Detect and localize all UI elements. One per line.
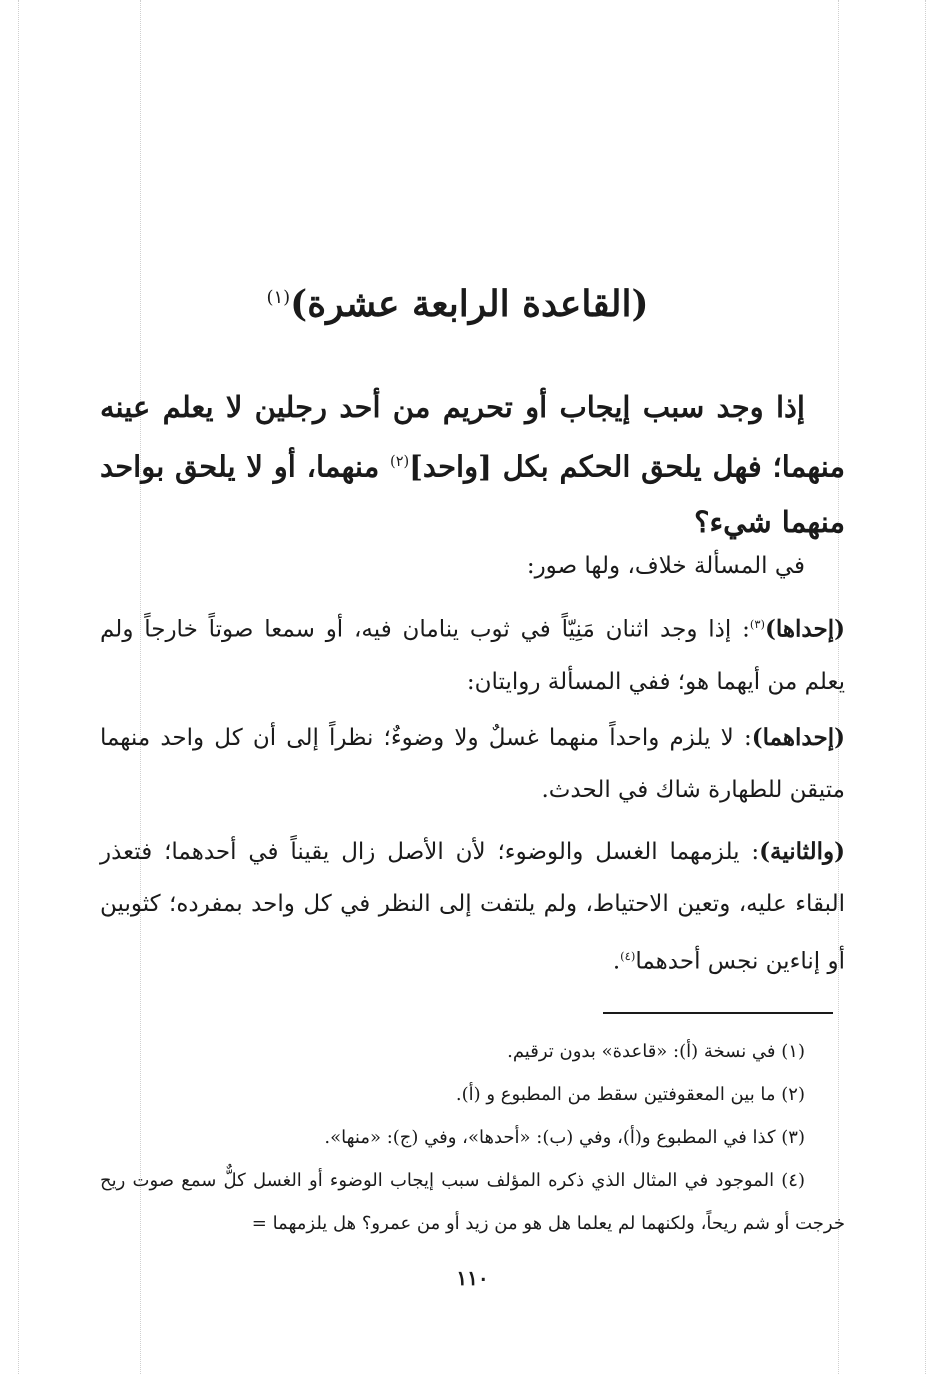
narration-term: (والثانية)	[759, 838, 845, 865]
narration-two-paragraph	[100, 826, 845, 988]
rule-statement	[100, 380, 845, 550]
case-text: : إذا وجد اثنان مَنِيّاً في ثوب ينامان فيه، أو سمعا صوتاً خارجاً ولم يعلم من أيهما هو؛ ففي المسألة روايتان:	[100, 616, 845, 695]
narration-term: (إحداهما)	[751, 724, 845, 751]
case-first-paragraph	[100, 598, 845, 708]
narration-one-paragraph	[100, 712, 845, 816]
rule-text-part1: إذا وجد سبب إيجاب أو تحريم من أحد رجلين لا يعلم عينه منهما؛ فهل يلحق الحكم بكل [واحد]	[100, 390, 845, 484]
narration-text: : لا يلزم واحداً منهما غسلٌ ولا وضوءٌ؛ نظراً إلى أن كل واحد منهما متيقن للطهارة شاك في الحدث.	[100, 725, 845, 803]
page-number: ١١٠	[456, 1266, 489, 1290]
intro-paragraph: في المسألة خلاف، ولها صور:	[526, 553, 805, 579]
footnote-ref-3: (٣)	[749, 617, 766, 631]
footnote-item: (٣) كذا في المطبوع و(أ)، وفي (ب): «أحدها»، وفي (ج): «منها».	[324, 1127, 805, 1148]
case-term: (إحداها)	[765, 615, 845, 643]
narration-text: : يلزمهما الغسل والوضوء؛ لأن الأصل زال يقيناً في أحدهما؛ فتعذر البقاء عليه، وتعين الاحتياط، ولم يلتفت إلى النظر في كل واحد بمفرده؛ كثوبين أو إناءين نجس أحدهما	[100, 839, 845, 975]
footnote-ref-4: (٤)	[620, 949, 636, 963]
section-title	[120, 268, 795, 334]
footnote-item: (٢) ما بين المعقوفتين سقط من المطبوع و (أ).	[455, 1084, 805, 1105]
rule-text-part2: منهما، أو لا يلحق بواحد منهما شيء؟	[100, 449, 845, 539]
footnote-divider	[603, 1012, 833, 1014]
footnote-ref-2: (٢)	[390, 454, 410, 470]
footnote-item: (١) في نسخة (أ): «قاعدة» بدون ترقيم.	[507, 1041, 805, 1062]
narration-end: .	[612, 948, 621, 975]
section-title-text: (القاعدة الرابعة عشرة)	[290, 283, 649, 325]
footnotes	[100, 1030, 845, 1245]
footnote-item: (٤) الموجود في المثال الذي ذكره المؤلف سبب إيجاب الوضوء أو الغسل كلٌّ سمع صوت ريح خرجت أو شم ريحاً، ولكنهما لم يعلما هل هو من زيد أو من عمرو؟ هل يلزمهما =	[100, 1170, 845, 1234]
footnote-ref-1: (١)	[266, 287, 291, 308]
